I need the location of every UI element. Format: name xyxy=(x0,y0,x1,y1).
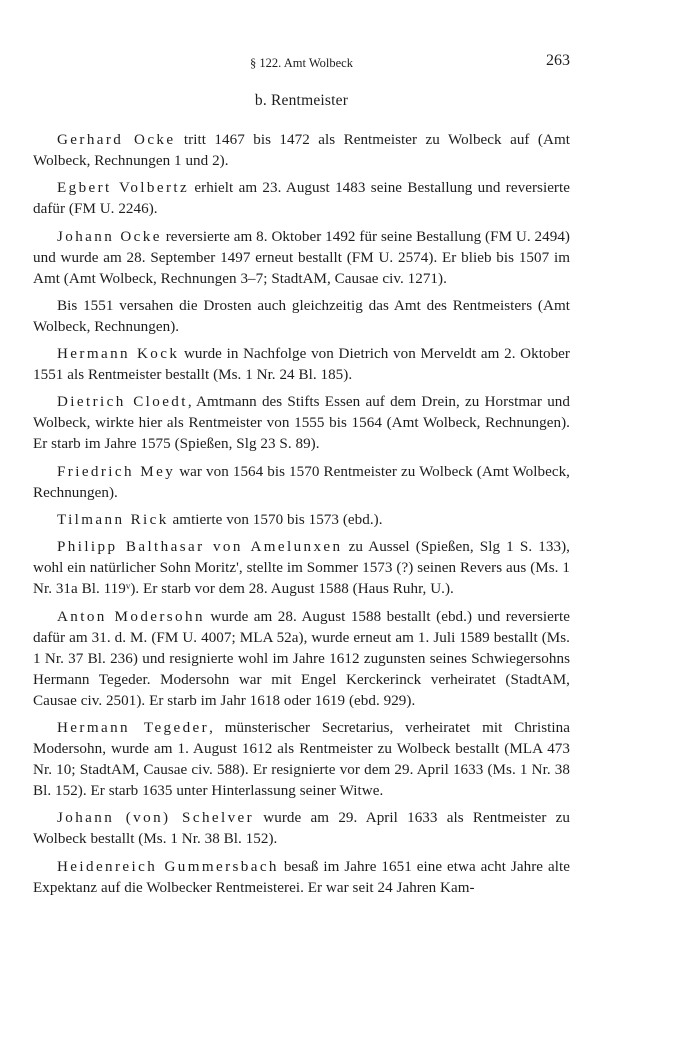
person-name: Philipp Balthasar von Amelunxen xyxy=(57,539,343,556)
paragraph-tilmann-rick xyxy=(33,510,570,531)
page-number: 263 xyxy=(546,52,570,69)
paragraph-text: besaß im Jahre 1651 eine etwa acht Jahre alte Expektanz auf die Wolbecker Rentmeisterei. Er war seit 24 Jahren Kam- xyxy=(33,858,570,896)
paragraph-anton-modersohn xyxy=(33,607,570,712)
paragraph-hermann-tegeder xyxy=(33,718,570,802)
running-head xyxy=(33,52,570,74)
person-name: Hermann Kock xyxy=(57,346,180,363)
paragraph-text: amtierte von 1570 bis 1573 (ebd.). xyxy=(168,512,383,529)
person-name: Egbert Volbertz xyxy=(57,180,190,197)
paragraph-text: reversierte am 8. Oktober 1492 für seine Bestallung (FM U. 2494) und wurde am 28. September 1497 erneut bestallt (FM U. 2574). Er blieb bis 1507 im Amt (Amt Wolbeck, Rechnungen 3–7; StadtAM, Causae civ. 1271). xyxy=(33,228,570,287)
paragraph-egbert-volbertz xyxy=(33,178,570,220)
person-name: Hermann Tegeder xyxy=(57,719,210,736)
paragraph-text: wurde am 28. August 1588 bestallt (ebd.) und reversierte dafür am 31. d. M. (FM U. 4007; MLA 52a), wurde erneut am 1. Juli 1589 bestallt (Ms. 1 Nr. 37 Bl. 236) und resignierte wohl im Jahre 1612 zugunsten seines Schwiegersohns Hermann Tegeder. Modersohn war mit Engel Kerckerinck verheiratet (StadtAM, Causae civ. 2501). Er starb im Jahr 1618 oder 1619 (ebd. 929). xyxy=(33,608,570,709)
paragraph-text: erhielt am 23. August 1483 seine Bestallung und reversierte dafür (FM U. 2246). xyxy=(33,180,571,218)
person-name: Anton Modersohn xyxy=(57,608,205,625)
paragraph-philipp-balthasar xyxy=(33,537,570,600)
paragraph-text: tritt 1467 bis 1472 als Rentmeister zu Wolbeck auf (Amt Wolbeck, Rechnungen 1 und 2). xyxy=(33,132,570,169)
person-name: Dietrich Cloedt xyxy=(57,394,188,411)
paragraph-gerhard-ocke xyxy=(33,130,570,172)
person-name: Friedrich Mey xyxy=(57,463,176,480)
paragraph-johann-ocke xyxy=(33,227,570,290)
person-name: Tilmann Rick xyxy=(57,512,169,529)
paragraph-text: , Amtmann des Stifts Essen auf dem Drein, zu Horstmar und Wolbeck, wirkte hier als Rentmeister von 1555 bis 1564 (Amt Wolbeck, Rechnungen). Er starb im Jahre 1575 (Spießen, Slg 23 S. 89). xyxy=(33,394,570,453)
section-heading: b. Rentmeister xyxy=(254,92,349,109)
body-text xyxy=(33,130,570,905)
paragraph-text: Bis 1551 versahen die Drosten auch gleichzeitig das Amt des Rentmeisters (Amt Wolbeck, Rechnungen). xyxy=(33,297,570,335)
paragraph-drosten-note xyxy=(33,296,570,338)
paragraph-friedrich-mey xyxy=(33,462,570,504)
paragraph-hermann-kock xyxy=(33,344,570,386)
person-name: Johann Ocke xyxy=(57,228,162,245)
paragraph-text: war von 1564 bis 1570 Rentmeister zu Wolbeck (Amt Wolbeck, Rechnungen). xyxy=(33,463,571,501)
person-name: Heidenreich Gummersbach xyxy=(57,858,279,875)
paragraph-text: , münsterischer Secretarius, verheiratet mit Christina Modersohn, wurde am 1. August 1612 als Rentmeister zu Wolbeck bestallt (MLA 473 Nr. 10; StadtAM, Causae civ. 588). Er resignierte vor dem 29. April 1633 (Ms. 1 Nr. 38 Bl. 152). Er starb 1635 unter Hinterlassung seiner Witwe. xyxy=(33,719,571,799)
person-name: Gerhard Ocke xyxy=(57,132,176,148)
person-name: Johann (von) Schelver xyxy=(57,810,255,827)
paragraph-text: wurde in Nachfolge von Dietrich von Merveldt am 2. Oktober 1551 als Rentmeister bestallt (Ms. 1 Nr. 24 Bl. 185). xyxy=(33,346,570,384)
paragraph-text: wurde am 29. April 1633 als Rentmeister zu Wolbeck bestallt (Ms. 1 Nr. 38 Bl. 152). xyxy=(33,810,570,848)
running-title: § 122. Amt Wolbeck xyxy=(250,56,353,70)
paragraph-johann-schelver xyxy=(33,808,570,850)
paragraph-text: zu Aussel (Spießen, Slg 1 S. 133), wohl ein natürlicher Sohn Moritz', stellte im Sommer 1573 (?) seinen Revers aus (Ms. 1 Nr. 31a Bl. 119ᵛ). Er starb vor dem 28. August 1588 (Haus Ruhr, U.). xyxy=(33,539,570,598)
paragraph-heidenreich-gummersbach xyxy=(33,857,570,899)
paragraph-dietrich-cloedt xyxy=(33,392,570,455)
